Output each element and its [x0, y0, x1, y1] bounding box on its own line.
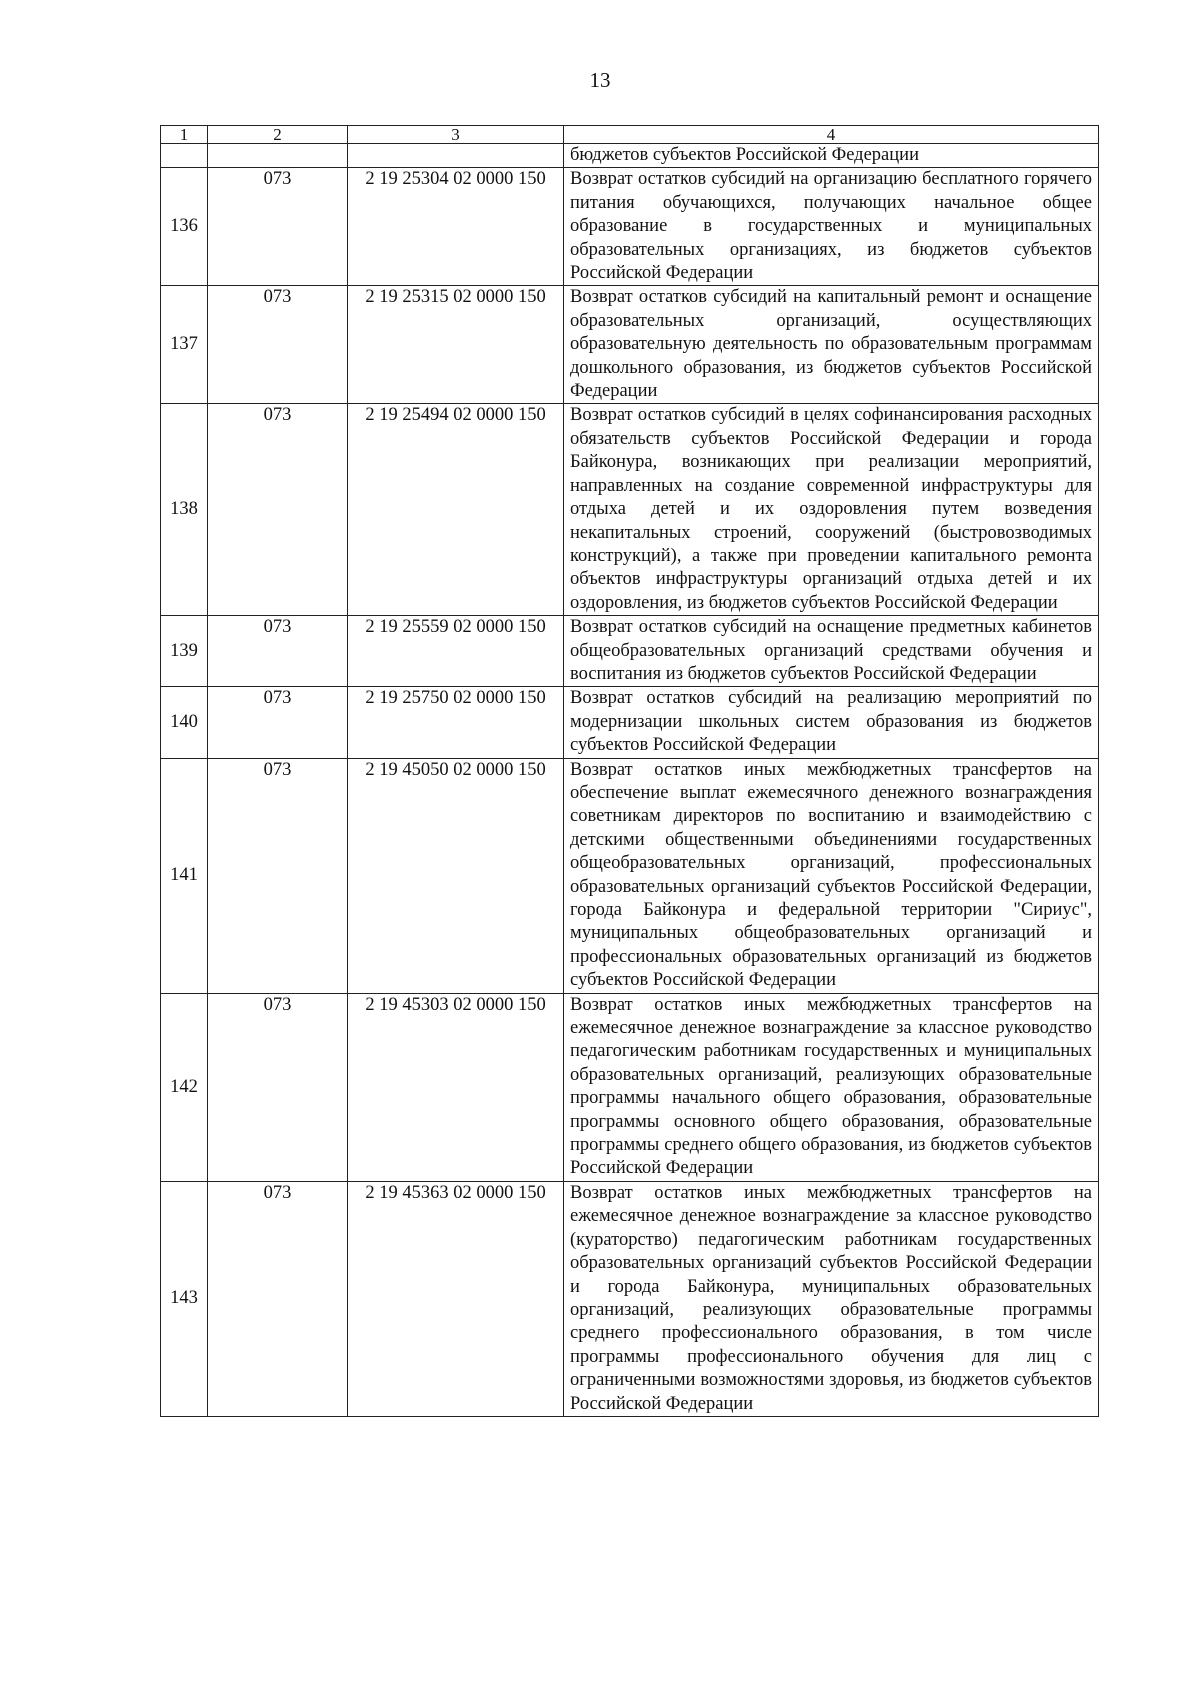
description: Возврат остатков субсидий на оснащение предметных кабинетов общеобразовательных организаций средствами обучения и воспитания из бюджетов субъектов Российской Федерации: [564, 616, 1099, 687]
admin-code: 073: [208, 286, 348, 404]
budget-code: 2 19 25494 02 0000 150: [348, 404, 564, 616]
admin-code: 073: [208, 404, 348, 616]
header-col-1: 1: [161, 126, 208, 144]
row-number: 138: [161, 404, 208, 616]
row-number: 136: [161, 168, 208, 286]
budget-code: 2 19 25304 02 0000 150: [348, 168, 564, 286]
description: Возврат остатков субсидий на реализацию мероприятий по модернизации школьных систем образования из бюджетов субъектов Российской Федерации: [564, 687, 1099, 758]
table-row: [161, 168, 1099, 286]
revenue-codes-table: [160, 125, 1099, 1417]
description: Возврат остатков иных межбюджетных трансфертов на ежемесячное денежное вознаграждение за классное руководство педагогическим работникам государственных и муниципальных образовательных организаций, реализующих образовательные программы начального общего образования, образовательные программы основного общего образования, образовательные программы среднего общего образования, из бюджетов субъектов Российской Федерации: [564, 993, 1099, 1181]
admin-code: 073: [208, 993, 348, 1181]
table-row: [161, 286, 1099, 404]
header-col-2: 2: [208, 126, 348, 144]
description: Возврат остатков субсидий в целях софинансирования расходных обязательств субъектов Российской Федерации и города Байконура, возникающих при реализации мероприятий, направленных на создание современной инфраструктуры для отдыха детей и их оздоровления путем возведения некапитальных строений, сооружений (быстровозводимых конструкций), а также при проведении капитального ремонта объектов инфраструктуры организаций отдыха детей и их оздоровления, из бюджетов субъектов Российской Федерации: [564, 404, 1099, 616]
description: Возврат остатков иных межбюджетных трансфертов на обеспечение выплат ежемесячного денежного вознаграждения советникам директоров по воспитанию и взаимодействию с детскими общественными объединениями государственных общеобразовательных организаций, профессиональных образовательных организаций субъектов Российской Федерации, города Байконура и федеральной территории "Сириус", муниципальных общеобразовательных организаций и профессиональных образовательных организаций из бюджетов субъектов Российской Федерации: [564, 758, 1099, 993]
row-number: 141: [161, 758, 208, 993]
row-number: 140: [161, 687, 208, 758]
budget-code: 2 19 25559 02 0000 150: [348, 616, 564, 687]
budget-code: 2 19 45050 02 0000 150: [348, 758, 564, 993]
admin-code: 073: [208, 168, 348, 286]
table-row: [161, 687, 1099, 758]
row-number: 139: [161, 616, 208, 687]
description: Возврат остатков субсидий на организацию бесплатного горячего питания обучающихся, получающих начальное общее образование в государственных и муниципальных образовательных организациях, из бюджетов субъектов Российской Федерации: [564, 168, 1099, 286]
continuation-text: бюджетов субъектов Российской Федерации: [564, 144, 1099, 168]
table-row: [161, 993, 1099, 1181]
description: Возврат остатков субсидий на капитальный ремонт и оснащение образовательных организаций, осуществляющих образовательную деятельность по образовательным программам дошкольного образования, из бюджетов субъектов Российской Федерации: [564, 286, 1099, 404]
table-header-row: [161, 126, 1099, 144]
page-number: 13: [589, 68, 611, 92]
table-row: [161, 758, 1099, 993]
budget-code: 2 19 25750 02 0000 150: [348, 687, 564, 758]
row-number: 142: [161, 993, 208, 1181]
header-col-4: 4: [564, 126, 1099, 144]
table-row: [161, 1181, 1099, 1416]
continuation-row: [161, 144, 1099, 168]
row-number: 137: [161, 286, 208, 404]
admin-code: 073: [208, 616, 348, 687]
budget-code: 2 19 45303 02 0000 150: [348, 993, 564, 1181]
header-col-3: 3: [348, 126, 564, 144]
description: Возврат остатков иных межбюджетных трансфертов на ежемесячное денежное вознаграждение за классное руководство (кураторство) педагогическим работникам государственных образовательных организаций субъектов Российской Федерации и города Байконура, муниципальных образовательных организаций, реализующих образовательные программы среднего профессионального образования, в том числе программы профессионального обучения для лиц с ограниченными возможностями здоровья, из бюджетов субъектов Российской Федерации: [564, 1181, 1099, 1416]
budget-code: 2 19 25315 02 0000 150: [348, 286, 564, 404]
table-row: [161, 404, 1099, 616]
row-number: 143: [161, 1181, 208, 1416]
admin-code: 073: [208, 758, 348, 993]
budget-code: 2 19 45363 02 0000 150: [348, 1181, 564, 1416]
admin-code: 073: [208, 687, 348, 758]
admin-code: 073: [208, 1181, 348, 1416]
table-row: [161, 616, 1099, 687]
